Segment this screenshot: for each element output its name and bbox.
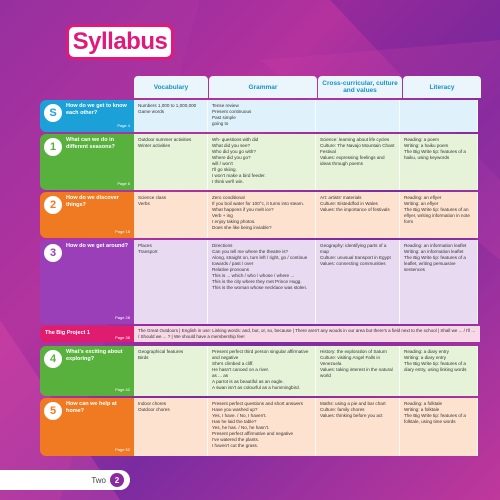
big-project-title: The Big Project 1 — [45, 330, 90, 336]
unit-question: How can we help at home? — [66, 401, 117, 414]
unit-number: 2 — [44, 196, 62, 214]
unit-tab — [40, 192, 134, 238]
unit-tab — [40, 398, 134, 456]
cell-grammar: Present perfect third person singular affirmative and negative She's climbed a cliff. He hasn't canoed on a river. as ... as A parrot is as beautiful as an eagle. A swan isn't as colourful as a hummingbird. — [208, 346, 316, 396]
cell-literacy — [400, 100, 478, 132]
header-grammar: Grammar — [209, 76, 317, 98]
header-vocabulary: Vocabulary — [134, 76, 208, 98]
unit-page: Page 4 — [117, 122, 130, 128]
unit-question: How do we get to know each other? — [66, 103, 127, 116]
unit-number: 3 — [44, 244, 62, 262]
unit-row — [40, 398, 478, 456]
cell-grammar: Tense review Present continuous Past simple going to — [208, 100, 316, 132]
unit-row — [40, 100, 478, 132]
cell-cross: Maths: using a pie and bar chart Culture: family chores Values: thinking before you act — [316, 398, 400, 456]
cell-grammar: Zero conditional If you boil water for 100°c, it turns into steam. What happens if you melt ice? Verb + ing I enjoy taking photos. Does she like being inviable? — [208, 192, 316, 238]
cell-cross: Science: learning about life cycles Culture: The Navajo Mountain Chant Festival Values: expressing feelings and ideas through poems — [316, 134, 400, 190]
cell-literacy: Reading: an information leaflet Writing: an information leaflet The Big Write tip: features of a leaflet, writing persuasive sentences — [400, 240, 478, 324]
unit-question: How do we discover things? — [66, 195, 119, 208]
page-number-word: Two — [91, 475, 106, 485]
unit-number: 5 — [44, 402, 62, 420]
unit-page: Page 18 — [115, 228, 130, 234]
header-literacy: Literacy — [403, 76, 481, 98]
syllabus-table — [40, 76, 480, 458]
big-project-text: The Great Outdoors | English in use: Linking words: and, but, or, so, because | There aren't any woods in our area but there's a field next to the school | Shall we ... / I'll ... / Should we ... ? | We should have a membership fee! — [134, 326, 480, 342]
header-cross-curricular: Cross-curricular, culture and values — [318, 76, 402, 98]
unit-number: S — [44, 104, 62, 122]
unit-tab — [40, 240, 134, 324]
unit-tab — [40, 100, 134, 132]
unit-question: How do we get around? — [66, 243, 129, 249]
unit-row — [40, 346, 478, 396]
unit-number: 1 — [44, 138, 62, 156]
cell-literacy: Reading: a poem Writing: a haiku poem The Big Write tip: features of a haiku, using keywords — [400, 134, 478, 190]
table-header — [134, 76, 482, 98]
unit-number: 4 — [44, 350, 62, 368]
unit-page: Page 42 — [115, 386, 130, 392]
cell-grammar: Wh- questions with did What did you see? Who did you go with? Where did you go? will / won't I'll go skiing. I won't make a bird feeder. I think we'll win. — [208, 134, 316, 190]
unit-row — [40, 192, 478, 238]
cell-literacy: Reading: a diary entry Writing: a diary entry The Big Write tip: features of a diary entry, using linking words — [400, 346, 478, 396]
cell-cross: History: the exploration of Saturn Culture: visiting Angel Falls in Venezuela Values: taking interest in the natural world — [316, 346, 400, 396]
page-footer — [0, 470, 130, 490]
page-title: Syllabus — [72, 28, 168, 55]
unit-page: Page 28 — [115, 314, 130, 320]
cell-cross: Art: artists' materials Culture: Eisteddfod in Wales Values: the importance of festivals — [316, 192, 400, 238]
unit-page: Page 6 — [117, 180, 130, 186]
big-project-page: Page 38 — [115, 335, 130, 340]
unit-question: What can we do in different seasons? — [66, 137, 115, 150]
page-number-badge: 2 — [110, 473, 124, 487]
cell-vocab: Science class Verbs — [134, 192, 208, 238]
unit-row — [40, 134, 478, 190]
big-project-row — [40, 326, 480, 342]
cell-vocab: Outdoor summer activities Winter activities — [134, 134, 208, 190]
page-title-box — [66, 24, 174, 60]
cell-vocab: Numbers 1,000 to 1,000,000 Game words — [134, 100, 208, 132]
big-project-tab — [40, 326, 134, 342]
cell-literacy: Reading: an eflyer Writing: an eflyer The Big Write tip: features of an eflyer, writing information in note form — [400, 192, 478, 238]
unit-page: Page 52 — [115, 446, 130, 452]
cell-vocab: Places Transport — [134, 240, 208, 324]
cell-grammar: Directions Can you tell me where the theatre is? Along, straight on, turn left / right, go / continue towards / past / over Relative pronouns This is ... which / who / whose / where ... This is the city where they met Prince Hugg. This is the woman whose necklace was stolen. — [208, 240, 316, 324]
cell-cross: Geography: identifying parts of a map Culture: unusual transport in Egypt Values: connecting communities — [316, 240, 400, 324]
cell-literacy: Reading: a folktale Writing: a folktale The Big Write tip: features of a folktale, using time words — [400, 398, 478, 456]
cell-grammar: Present perfect questions and short answers Have you washed up? Yes, I have. / No, I haven't. Has he laid the table? Yes, he has. / No, he hasn't. Present perfect affirmative and negative I've watered the plants. I haven't cut the grass. — [208, 398, 316, 456]
unit-tab — [40, 346, 134, 396]
cell-vocab: Indoor chores Outdoor chores — [134, 398, 208, 456]
unit-tab — [40, 134, 134, 190]
cell-cross — [316, 100, 400, 132]
cell-vocab: Geographical features Birds — [134, 346, 208, 396]
unit-question: What's exciting about exploring? — [66, 349, 123, 362]
unit-row — [40, 240, 478, 324]
